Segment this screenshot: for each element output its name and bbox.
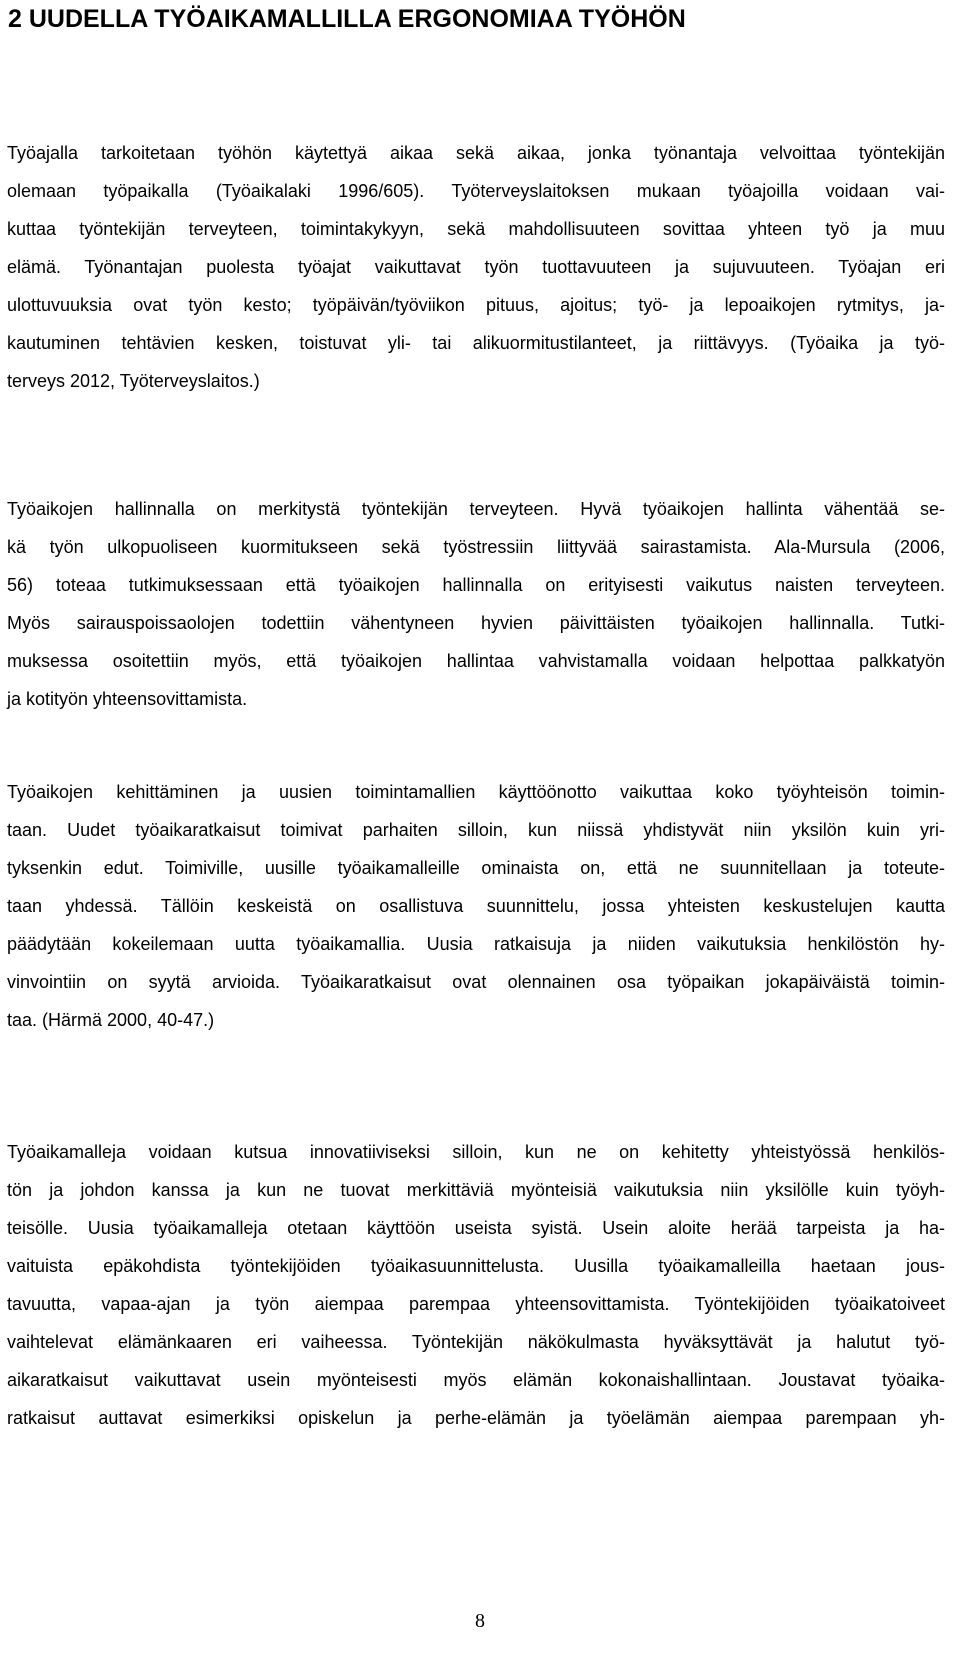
text-line: 56) toteaa tutkimuksessaan että työaikojen hallinnalla on erityisesti vaikutus naisten terveyteen. — [7, 575, 945, 595]
text-line: ja kotityön yhteensovittamista. — [7, 689, 248, 709]
text-line: Työaikojen kehittäminen ja uusien toimintamallien käyttöönotto vaikuttaa koko työyhteisön toimin- — [7, 782, 945, 802]
text-line: kuttaa työntekijän terveyteen, toimintakykyyn, sekä mahdollisuuteen sovittaa yhteen työ ja muu — [7, 219, 945, 239]
section-heading: 2 UUDELLA TYÖAIKAMALLILLA ERGONOMIAA TYÖHÖN — [8, 5, 686, 33]
text-line: ratkaisut auttavat esimerkiksi opiskelun ja perhe-elämän ja työelämän aiempaa parempaan yh- — [7, 1408, 945, 1428]
paragraph-innovative-models — [0, 1133, 960, 1437]
text-line: Työajalla tarkoitetaan työhön käytettyä aikaa sekä aikaa, jonka työnantaja velvoittaa työntekijän — [7, 143, 945, 163]
text-line: olemaan työpaikalla (Työaikalaki 1996/605). Työterveyslaitoksen mukaan työajoilla voidaan vai- — [7, 181, 945, 201]
text-line: teisölle. Uusia työaikamalleja otetaan käyttöön useista syistä. Usein aloite herää tarpeista ja ha- — [7, 1218, 945, 1238]
text-line: Myös sairauspoissaolojen todettiin vähentyneen hyvien päivittäisten työaikojen hallinnalla. Tutki- — [7, 613, 945, 633]
text-line: Työaikamalleja voidaan kutsua innovatiiviseksi silloin, kun ne on kehitetty yhteistyössä henkilös- — [7, 1142, 945, 1162]
page-number: 8 — [475, 1610, 485, 1632]
text-line: terveys 2012, Työterveyslaitos.) — [7, 371, 260, 391]
text-line: vinvointiin on syytä arvioida. Työaikaratkaisut ovat olennainen osa työpaikan jokapäiväistä toimin- — [7, 972, 945, 992]
text-line: muksessa osoitettiin myös, että työaikojen hallintaa vahvistamalla voidaan helpottaa palkkatyön — [7, 651, 945, 671]
text-line: kautuminen tehtävien kesken, toistuvat yli- tai alikuormitustilanteet, ja riittävyys. (Työaika ja työ- — [7, 333, 945, 353]
text-line: kä työn ulkopuoliseen kuormitukseen sekä työstressiin liittyvää sairastamista. Ala-Mursula (2006, — [7, 537, 945, 557]
text-line: päädytään kokeilemaan uutta työaikamallia. Uusia ratkaisuja ja niiden vaikutuksia henkilöstön hy- — [7, 934, 945, 954]
text-line: tön ja johdon kanssa ja kun ne tuovat merkittäviä myönteisiä vaikutuksia niin yksilölle kuin työyh- — [7, 1180, 945, 1200]
paragraph-working-time-development — [0, 773, 960, 1039]
text-line: taa. (Härmä 2000, 40-47.) — [7, 1010, 215, 1030]
text-line: tyksenkin edut. Toimiville, uusille työaikamalleille ominaista on, että ne suunnitellaan ja toteute- — [7, 858, 945, 878]
text-line: vaituista epäkohdista työntekijöiden työaikasuunnittelusta. Uusilla työaikamalleilla haetaan jous- — [7, 1256, 945, 1276]
text-line: tavuutta, vapaa-ajan ja työn aiempaa parempaa yhteensovittamista. Työntekijöiden työaikatoiveet — [7, 1294, 945, 1314]
paragraph-working-time-definition — [0, 134, 960, 400]
text-line: elämä. Työnantajan puolesta työajat vaikuttavat työn tuottavuuteen ja sujuvuuteen. Työajan eri — [7, 257, 945, 277]
text-line: Työaikojen hallinnalla on merkitystä työntekijän terveyteen. Hyvä työaikojen hallinta vähentää se- — [7, 499, 945, 519]
text-line: taan yhdessä. Tällöin keskeistä on osallistuva suunnittelu, jossa yhteisten keskustelujen kautta — [7, 896, 945, 916]
text-line: taan. Uudet työaikaratkaisut toimivat parhaiten silloin, kun niissä yhdistyvät niin yksilön kuin yri- — [7, 820, 945, 840]
text-line: vaihtelevat elämänkaaren eri vaiheessa. Työntekijän näkökulmasta hyväksyttävät ja halutut työ- — [7, 1332, 945, 1352]
paragraph-working-time-control — [0, 490, 960, 718]
text-line: aikaratkaisut vaikuttavat usein myönteisesti myös elämän kokonaishallintaan. Joustavat työaika- — [7, 1370, 945, 1390]
text-line: ulottuvuuksia ovat työn kesto; työpäivän/työviikon pituus, ajoitus; työ- ja lepoaikojen rytmitys, ja- — [7, 295, 945, 315]
